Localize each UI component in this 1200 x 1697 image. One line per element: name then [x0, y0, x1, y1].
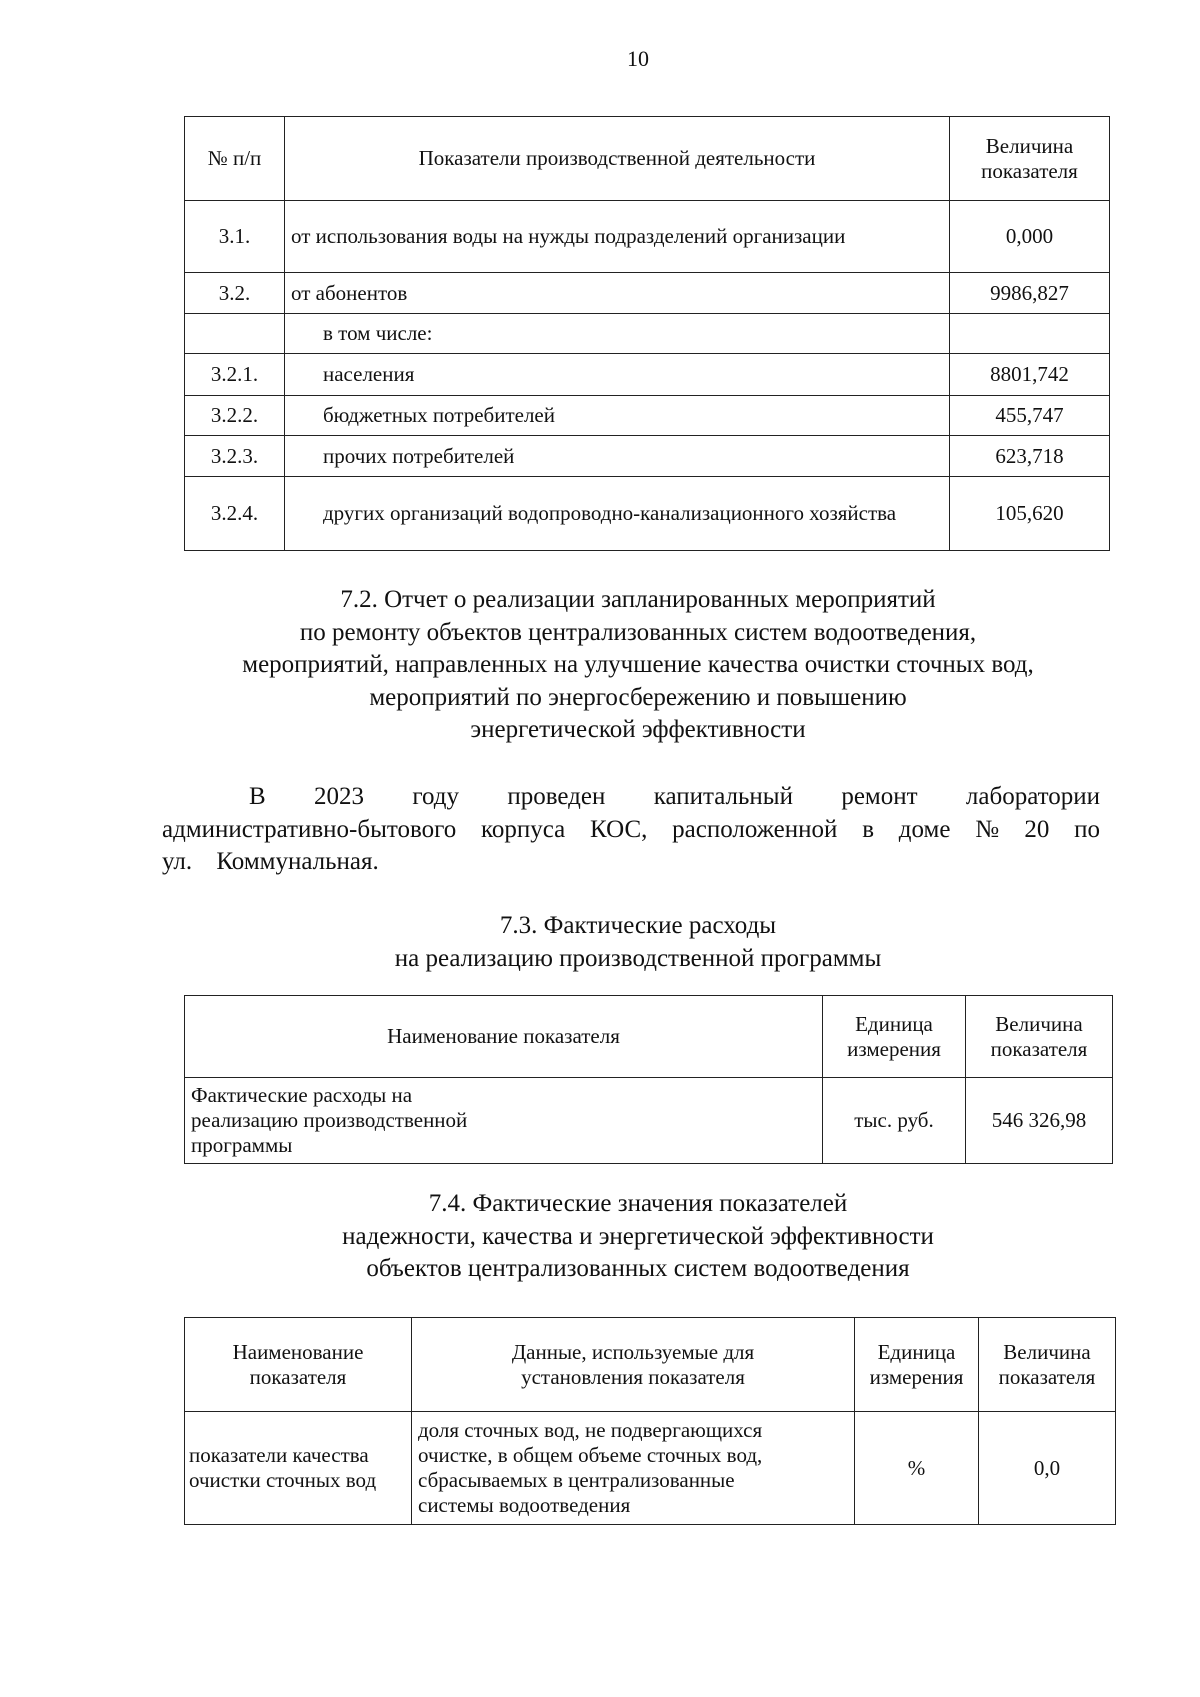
- row-value: 105,620: [950, 477, 1110, 551]
- row-value: 0,000: [950, 201, 1110, 273]
- title-line: на реализацию производственной программы: [394, 944, 882, 972]
- row-unit: %: [855, 1412, 979, 1525]
- header-cell: Величина показателя: [950, 117, 1110, 201]
- table-row: [185, 1412, 1116, 1525]
- header-cell: Показатели производственной деятельности: [285, 117, 950, 201]
- quality-indicators-table: [184, 1317, 1116, 1525]
- row-name: от использования воды на нужды подразделений организации: [285, 201, 950, 273]
- row-value: 455,747: [950, 396, 1110, 436]
- title-line: мероприятий, направленных на улучшение качества очистки сточных вод,: [242, 651, 1034, 678]
- title-line: 7.4. Фактические значения показателей: [428, 1190, 848, 1217]
- table-row: [185, 354, 1110, 396]
- header-cell: Единица измерения: [855, 1318, 979, 1412]
- section-7-2-paragraph: В 2023 году проведен капитальный ремонт лаборатории административно-бытового корпуса КОС, расположенной в доме № 20 по ул. Коммунальная.: [162, 783, 1100, 875]
- title-line: 7.3. Фактические расходы: [499, 912, 777, 939]
- table-header: [185, 996, 1113, 1078]
- table-row: [185, 1078, 1113, 1164]
- row-name: других организаций водопроводно-канализационного хозяйства: [285, 477, 950, 551]
- row-value: 8801,742: [950, 354, 1110, 396]
- row-name: Фактические расходы на реализацию производственной программы: [185, 1078, 823, 1164]
- row-name: населения: [285, 354, 950, 396]
- row-number: 3.1.: [185, 201, 285, 273]
- header-cell: Наименование показателя: [185, 996, 823, 1078]
- row-value: 623,718: [950, 436, 1110, 477]
- row-number: [185, 314, 285, 354]
- title-line: 7.2. Отчет о реализации запланированных мероприятий: [340, 586, 936, 613]
- row-value: 546 326,98: [966, 1078, 1113, 1164]
- table-row: [185, 273, 1110, 314]
- header-cell: Данные, используемые для установления показателя: [412, 1318, 855, 1412]
- header-cell: № п/п: [185, 117, 285, 201]
- title-line: мероприятий по энергосбережению и повышению: [369, 683, 907, 711]
- row-value: 0,0: [979, 1412, 1116, 1525]
- row-value: 9986,827: [950, 273, 1110, 314]
- table-row: [185, 477, 1110, 551]
- header-cell: Единица измерения: [823, 996, 966, 1078]
- title-line: надежности, качества и энергетической эффективности: [342, 1222, 934, 1250]
- table-row: [185, 396, 1110, 436]
- header-cell: Величина показателя: [979, 1318, 1116, 1412]
- row-value: [950, 314, 1110, 354]
- table-row: [185, 436, 1110, 477]
- title-line: по ремонту объектов централизованных систем водоотведения,: [299, 618, 977, 646]
- production-indicators-table: [184, 116, 1110, 551]
- section-7-4-title: [150, 1188, 1126, 1286]
- table-header: [185, 117, 1110, 201]
- section-7-3-title: [150, 910, 1126, 975]
- row-number: 3.2.4.: [185, 477, 285, 551]
- actual-expenses-table: [184, 995, 1113, 1164]
- section-7-2-title: [150, 584, 1126, 747]
- page-number: 10: [627, 46, 649, 71]
- row-number: 3.2.: [185, 273, 285, 314]
- row-number: 3.2.1.: [185, 354, 285, 396]
- table-header: [185, 1318, 1116, 1412]
- header-cell: Наименование показателя: [185, 1318, 412, 1412]
- row-name: прочих потребителей: [285, 436, 950, 477]
- table-row: [185, 201, 1110, 273]
- row-number: 3.2.3.: [185, 436, 285, 477]
- title-line: энергетической эффективности: [470, 716, 806, 743]
- row-name: показатели качества очистки сточных вод: [185, 1412, 412, 1525]
- title-line: объектов централизованных систем водоотведения: [366, 1255, 910, 1282]
- row-unit: тыс. руб.: [823, 1078, 966, 1164]
- row-name: от абонентов: [285, 273, 950, 314]
- header-cell: Величина показателя: [966, 996, 1113, 1078]
- table-row: [185, 314, 1110, 354]
- row-name: бюджетных потребителей: [285, 396, 950, 436]
- row-data: доля сточных вод, не подвергающихся очистке, в общем объеме сточных вод, сбрасываемых в централизованные системы водоотведения: [412, 1412, 855, 1525]
- row-number: 3.2.2.: [185, 396, 285, 436]
- row-name: в том числе:: [285, 314, 950, 354]
